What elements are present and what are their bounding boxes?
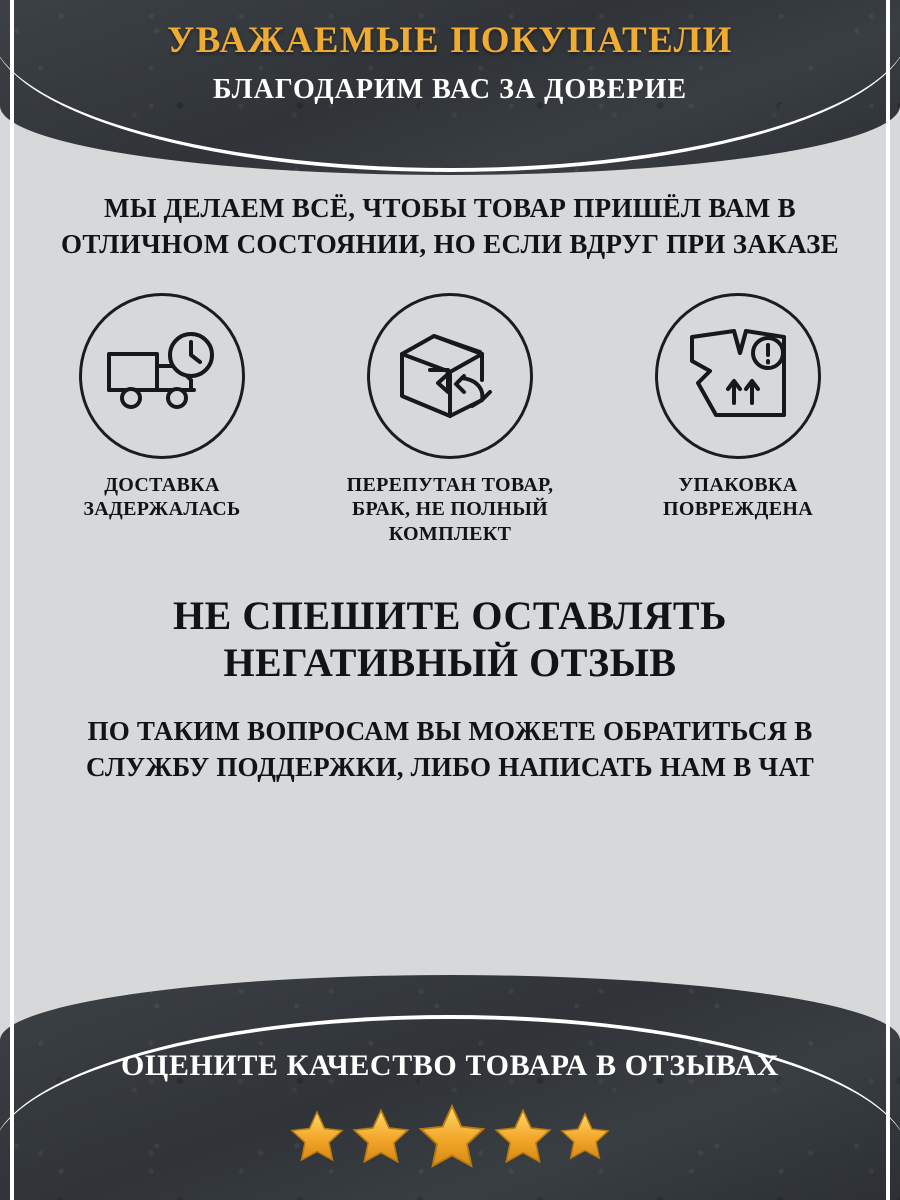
gold-star-icon[interactable]: [351, 1107, 411, 1165]
case-item-damaged-package: [618, 293, 858, 522]
header: [0, 0, 900, 106]
gold-star-icon[interactable]: [417, 1102, 487, 1170]
case-item-wrong-item: [330, 293, 570, 546]
headline: НЕ СПЕШИТЕ ОСТАВЛЯТЬ НЕГАТИВНЫЙ ОТЗЫВ: [173, 593, 727, 686]
gold-star-icon[interactable]: [289, 1109, 345, 1163]
case-caption: ДОСТАВКА ЗАДЕРЖАЛАСЬ: [83, 473, 241, 521]
box-return-arrow-icon: [367, 293, 533, 459]
main-content: [28, 190, 872, 786]
page-title: УВАЖАЕМЫЕ ПОКУПАТЕЛИ: [167, 20, 733, 61]
case-caption: УПАКОВКА ПОВРЕЖДЕНА: [663, 473, 813, 521]
footer: [0, 1047, 900, 1200]
header-subtitle: БЛАГОДАРИМ ВАС ЗА ДОВЕРИЕ: [212, 73, 688, 105]
support-note: ПО ТАКИМ ВОПРОСАМ ВЫ МОЖЕТЕ ОБРАТИТЬСЯ В СЛУЖБУ ПОДДЕРЖКИ, ЛИБО НАПИСАТЬ НАМ В ЧАТ: [86, 716, 814, 783]
right-frame-line: [886, 0, 890, 1200]
footer-text: ОЦЕНИТЕ КАЧЕСТВО ТОВАРА В ОТЗЫВАХ: [120, 1048, 780, 1082]
case-caption: ПЕРЕПУТАН ТОВАР, БРАК, НЕ ПОЛНЫЙ КОМПЛЕКТ: [346, 473, 554, 545]
cases-row: [28, 293, 872, 546]
rating-stars[interactable]: [0, 1102, 900, 1170]
damaged-package-icon: [655, 293, 821, 459]
left-frame-line: [10, 0, 14, 1200]
delivery-truck-clock-icon: [79, 293, 245, 459]
case-item-delivery: [42, 293, 282, 522]
gold-star-icon[interactable]: [559, 1111, 611, 1161]
lead-paragraph: МЫ ДЕЛАЕМ ВСЁ, ЧТОБЫ ТОВАР ПРИШЁЛ ВАМ В ОТЛИЧНОМ СОСТОЯНИИ, НО ЕСЛИ ВДРУГ ПРИ ЗАКАЗЕ: [61, 193, 839, 260]
gold-star-icon[interactable]: [493, 1107, 553, 1165]
